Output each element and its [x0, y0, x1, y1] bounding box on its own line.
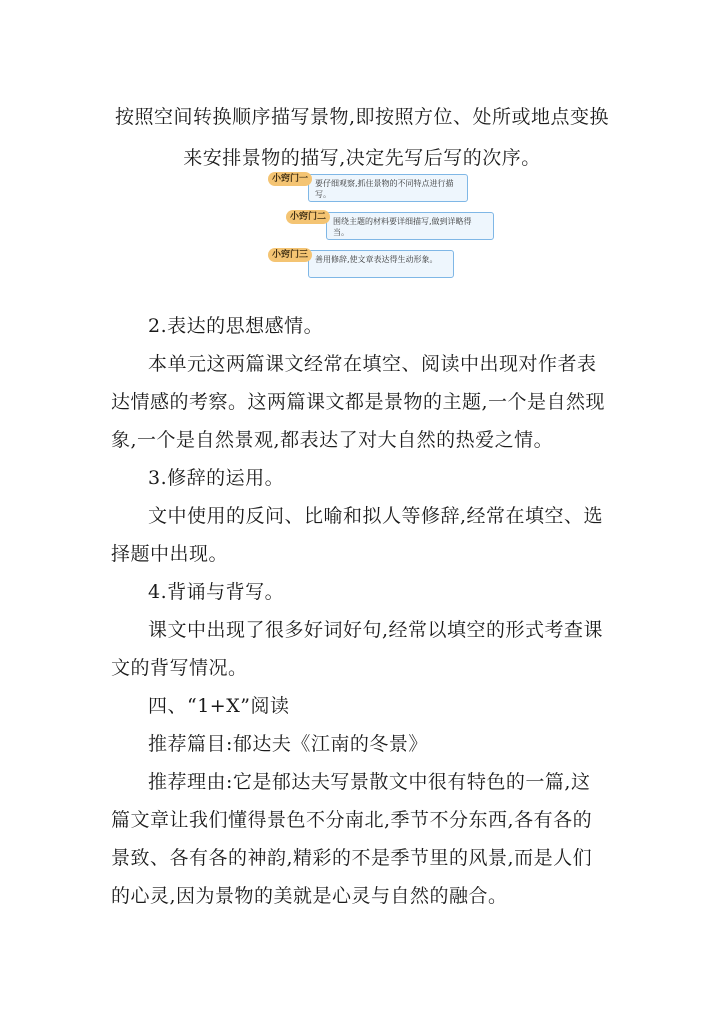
section-heading: 四、“1+X”阅读: [148, 695, 290, 717]
tip-3-text: 善用修辞,使文章表达得生动形象。: [308, 250, 454, 278]
paragraph-line: 文中使用的反问、比喻和拟人等修辞,经常在填空、选: [148, 505, 604, 527]
paragraph-line: 择题中出现。: [111, 543, 229, 565]
paragraph-line: 景致、各有各的神韵,精彩的不是季节里的风景,而是人们: [111, 847, 593, 869]
tip-1-tag: 小窍门一: [268, 172, 312, 186]
tip-3-tag: 小窍门三: [268, 248, 312, 262]
paragraph-line: 文的背写情况。: [111, 657, 248, 679]
tip-1-text: 要仔细观察,抓住景物的不同特点进行描写。: [308, 174, 468, 202]
tip-2: [286, 210, 474, 236]
heading-3: 3.修辞的运用。: [148, 467, 285, 489]
tips-illustration: [268, 172, 478, 284]
tip-2-text: 围绕主题的材料要详细描写,做到详略得当。: [326, 212, 494, 240]
paragraph-line: 篇文章让我们懂得景色不分南北,季节不分东西,各有各的: [111, 809, 593, 831]
tip-1: [268, 172, 468, 198]
paragraph-line: 本单元这两篇课文经常在填空、阅读中出现对作者表: [148, 353, 597, 375]
heading-2: 2.表达的思想感情。: [148, 315, 324, 337]
intro-line-1: 按照空间转换顺序描写景物,即按照方位、处所或地点变换: [114, 106, 610, 128]
paragraph-line: 的心灵,因为景物的美就是心灵与自然的融合。: [111, 885, 508, 907]
paragraph-line: 达情感的考察。这两篇课文都是景物的主题,一个是自然现: [111, 391, 606, 413]
paragraph-line: 课文中出现了很多好词好句,经常以填空的形式考查课: [148, 619, 604, 641]
tip-3: [268, 248, 454, 274]
heading-4: 4.背诵与背写。: [148, 581, 285, 603]
tip-2-tag: 小窍门二: [286, 210, 330, 224]
paragraph-line: 推荐理由:它是郁达夫写景散文中很有特色的一篇,这: [148, 771, 591, 793]
recommended-title: 推荐篇目:郁达夫《江南的冬景》: [148, 733, 428, 755]
intro-line-2: 来安排景物的描写,决定先写后写的次序。: [183, 147, 541, 169]
paragraph-line: 象,一个是自然景观,都表达了对大自然的热爱之情。: [111, 429, 554, 451]
